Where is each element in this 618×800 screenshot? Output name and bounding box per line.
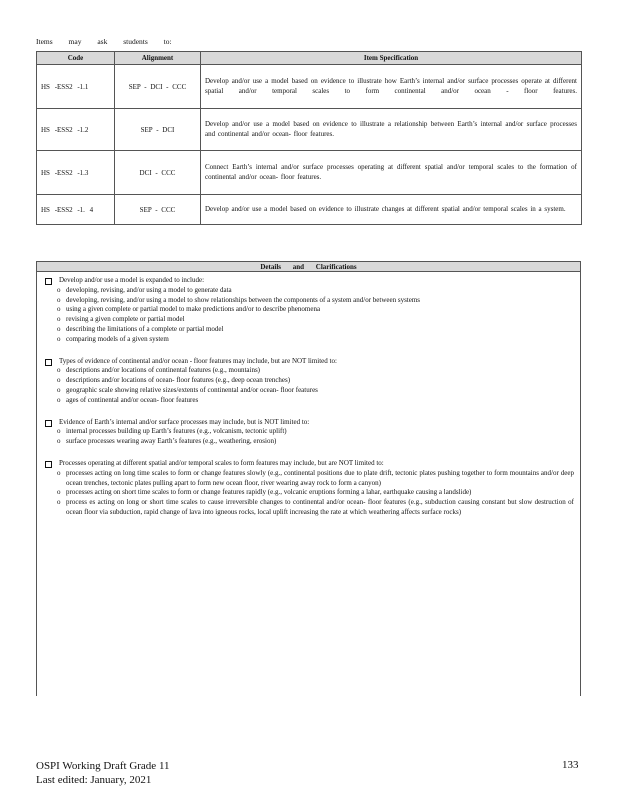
row-item-specification: Develop and/or use a model based on evidence to illustrate how Earth’s internal and/or surface processes operate at different spatial and/or temporal scales to form continental and/or ocean - floor features.	[201, 65, 582, 109]
section-develop-model	[43, 276, 574, 345]
section-evidence-types	[43, 357, 574, 406]
row-code: HS -ESS2 -1.2	[37, 109, 115, 151]
intro-text: Items may ask students to:	[36, 37, 172, 46]
list-item: o surface processes wearing away Earth’s features (e.g., weathering, erosion)	[57, 437, 277, 446]
list-item: o geographic scale showing relative sizes/extents of continental and/or ocean- floor features	[57, 385, 318, 394]
row-alignment: SEP - CCC	[115, 195, 201, 225]
row-alignment: DCI - CCC	[115, 151, 201, 195]
list-item: o descriptions and/or locations of ocean- floor features (e.g., deep ocean trenches)	[57, 376, 291, 385]
list-item: o comparing models of a given system	[57, 334, 169, 343]
circle-bullet-icon: o	[57, 295, 61, 304]
circle-bullet-icon: o	[57, 334, 61, 343]
table-row	[37, 195, 582, 225]
list-item: o process es acting on long or short time scales to cause irreversible changes to continental and/or ocean- floor features (e.g., subduction causing constant but slow destruction of ocean floor via subduction, rapid change of lava into igneous rocks, local uplift increasing the rate at which weathering affects surface rocks)	[57, 498, 574, 516]
section-heading: Develop and/or use a model is expanded to include:	[59, 276, 205, 284]
circle-bullet-icon: o	[57, 468, 61, 477]
section-heading: Types of evidence of continental and/or ocean - floor features may include, but are NOT limited to:	[59, 356, 337, 365]
header-code: Code	[37, 52, 115, 65]
row-code: HS -ESS2 -1.3	[37, 151, 115, 195]
row-alignment: SEP - DCI	[115, 109, 201, 151]
table-header-row	[37, 52, 582, 65]
footer-draft-title: OSPI Working Draft Grade 11	[36, 760, 170, 772]
list-item: o developing, revising, and/or using a model to generate data	[57, 285, 232, 294]
list-item: o processes acting on short time scales to form or change features rapidly (e.g., volcanic eruptions forming a lahar, earthquake causing a landslide)	[57, 488, 472, 497]
circle-bullet-icon: o	[57, 498, 61, 507]
list-item: o internal processes building up Earth’s features (e.g., volcanism, tectonic uplift)	[57, 427, 287, 436]
row-item-specification: Connect Earth’s internal and/or surface processes operating at different spatial and/or temporal scales to the formation of continental and/or ocean- floor features.	[201, 151, 582, 195]
circle-bullet-icon: o	[57, 305, 61, 314]
circle-bullet-icon: o	[57, 324, 61, 333]
details-clarifications	[36, 272, 581, 696]
circle-bullet-icon: o	[57, 285, 61, 294]
section-heading: Processes operating at different spatial and/or temporal scales to form features may include, but are NOT limited to:	[59, 458, 384, 467]
page-number: 133	[562, 759, 579, 771]
circle-bullet-icon: o	[57, 366, 61, 375]
header-alignment: Alignment	[115, 52, 201, 65]
list-item: o describing the limitations of a complete or partial model	[57, 324, 224, 333]
row-alignment: SEP - DCI - CCC	[115, 65, 201, 109]
table-row	[37, 151, 582, 195]
circle-bullet-icon: o	[57, 395, 61, 404]
list-item: o revising a given complete or partial model	[57, 315, 185, 324]
table-row	[37, 65, 582, 109]
circle-bullet-icon: o	[57, 376, 61, 385]
item-specification-table	[36, 51, 582, 225]
list-item: o processes acting on long time scales to form or change features slowly (e.g., continental positions due to plate drift, tectonic plates pushing together to form mountains and/or deep ocean trenches, tectonic plates pulling apart to form new ocean floor, river wearing away rock to form a canyon)	[57, 468, 574, 487]
checkbox-bullet-icon	[45, 420, 52, 427]
section-heading: Evidence of Earth’s internal and/or surface processes may include, but is NOT limited to:	[59, 417, 310, 426]
footer-last-edited: Last edited: January, 2021	[36, 774, 152, 787]
circle-bullet-icon: o	[57, 437, 61, 446]
list-item: o ages of continental and/or ocean- floor features	[57, 395, 199, 404]
row-item-specification: Develop and/or use a model based on evidence to illustrate a relationship between Earth’s internal and/or surface processes and continental and/or ocean- floor features.	[201, 109, 582, 151]
row-item-specification: Develop and/or use a model based on evidence to illustrate changes at different spatial and/or temporal scales in a system.	[201, 195, 582, 225]
checkbox-bullet-icon	[45, 461, 52, 468]
table-row	[37, 109, 582, 151]
circle-bullet-icon: o	[57, 488, 61, 497]
row-code: HS -ESS2 -1. 4	[37, 195, 115, 225]
details-header: Details and Clarifications	[36, 261, 581, 272]
checkbox-bullet-icon	[45, 359, 52, 366]
circle-bullet-icon: o	[57, 385, 61, 394]
footer-document-info	[36, 759, 170, 788]
section-evidence-processes	[43, 418, 574, 447]
circle-bullet-icon: o	[57, 315, 61, 324]
checkbox-bullet-icon	[45, 278, 52, 285]
row-code: HS -ESS2 -1.1	[37, 65, 115, 109]
list-item: o descriptions and/or locations of continental features (e.g., mountains)	[57, 366, 261, 375]
list-item: o developing, revising, and/or using a model to show relationships between the components of a system and/or between systems	[57, 295, 421, 304]
circle-bullet-icon: o	[57, 427, 61, 436]
header-item-specification: Item Specification	[201, 52, 582, 65]
section-processes-scales	[43, 459, 574, 518]
list-item: o using a given complete or partial model to make predictions and/or to describe phenomena	[57, 305, 321, 314]
